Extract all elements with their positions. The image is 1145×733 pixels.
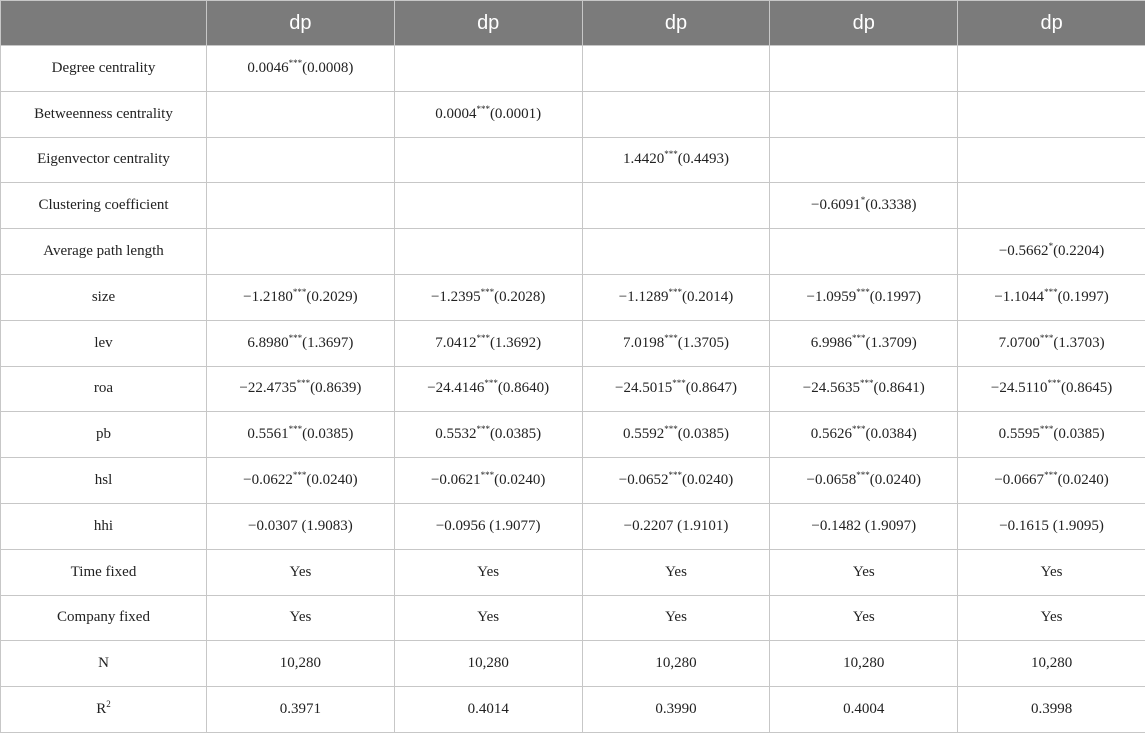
coefficient-value: −24.4146 — [427, 380, 484, 396]
coefficient-value: Yes — [853, 609, 875, 625]
coefficient-value: Yes — [289, 564, 311, 580]
table-row — [1, 366, 1145, 412]
table-cell — [770, 366, 958, 412]
table-cell — [770, 229, 958, 275]
table-cell — [582, 320, 770, 366]
table-row — [1, 412, 1145, 458]
table-cell — [394, 183, 582, 229]
table-cell — [394, 91, 582, 137]
table-row — [1, 229, 1145, 275]
table-cell — [958, 46, 1145, 92]
significance-stars: *** — [852, 424, 866, 434]
coefficient-value: Yes — [1041, 564, 1063, 580]
significance-stars: *** — [476, 333, 490, 343]
table-cell — [770, 549, 958, 595]
table-cell — [958, 137, 1145, 183]
significance-stars: *** — [1040, 424, 1054, 434]
standard-error: (1.9083) — [298, 518, 353, 534]
table-cell — [207, 46, 395, 92]
table-cell — [207, 366, 395, 412]
table-cell — [207, 229, 395, 275]
significance-stars: *** — [856, 287, 870, 297]
coefficient-value: 0.5592 — [623, 426, 664, 442]
standard-error: (0.0008) — [302, 60, 353, 76]
significance-stars: *** — [852, 333, 866, 343]
coefficient-value: Yes — [1041, 609, 1063, 625]
row-label — [1, 137, 207, 183]
table-cell — [958, 458, 1145, 504]
significance-stars: *** — [1044, 287, 1058, 297]
standard-error: (1.9097) — [861, 518, 916, 534]
row-label — [1, 229, 207, 275]
standard-error: (0.0240) — [494, 472, 545, 488]
table-cell — [394, 366, 582, 412]
coefficient-value: −1.1044 — [994, 289, 1044, 305]
table-cell — [582, 503, 770, 549]
header-cell-blank — [1, 1, 207, 46]
coefficient-value: −0.0667 — [994, 472, 1044, 488]
coefficient-value: 0.5626 — [811, 426, 852, 442]
significance-stars: * — [861, 195, 866, 205]
coefficient-value: Yes — [477, 564, 499, 580]
significance-stars: *** — [664, 333, 678, 343]
significance-stars: *** — [481, 287, 495, 297]
standard-error: (0.2029) — [306, 289, 357, 305]
table-cell — [770, 91, 958, 137]
table-cell — [207, 274, 395, 320]
table-cell — [582, 595, 770, 641]
table-cell — [207, 412, 395, 458]
coefficient-value: 0.4004 — [843, 701, 884, 717]
significance-stars: * — [1049, 241, 1054, 251]
row-label-text: Betweenness centrality — [34, 106, 173, 122]
table-cell — [394, 274, 582, 320]
row-label-text: Eigenvector centrality — [37, 151, 170, 167]
coefficient-value: −0.6091 — [811, 197, 861, 213]
significance-stars: *** — [297, 378, 311, 388]
table-cell — [207, 183, 395, 229]
significance-stars: *** — [664, 424, 678, 434]
significance-stars: *** — [289, 58, 303, 68]
table-cell — [394, 595, 582, 641]
coefficient-value: −1.2180 — [243, 289, 293, 305]
significance-stars: *** — [668, 287, 682, 297]
coefficient-value: 0.3990 — [655, 701, 696, 717]
coefficient-value: 0.5532 — [435, 426, 476, 442]
table-cell — [394, 549, 582, 595]
coefficient-value: 10,280 — [468, 655, 509, 671]
coefficient-value: 0.5595 — [999, 426, 1040, 442]
row-label — [1, 320, 207, 366]
standard-error: (0.2028) — [494, 289, 545, 305]
coefficient-value: −0.1482 — [811, 518, 861, 534]
standard-error: (0.2014) — [682, 289, 733, 305]
table-cell — [582, 137, 770, 183]
table-cell — [770, 503, 958, 549]
standard-error: (0.8645) — [1061, 380, 1112, 396]
standard-error: (1.9101) — [673, 518, 728, 534]
standard-error: (0.0240) — [870, 472, 921, 488]
table-cell — [394, 229, 582, 275]
table-cell — [582, 229, 770, 275]
coefficient-value: −0.0622 — [243, 472, 293, 488]
table-cell — [958, 366, 1145, 412]
row-label — [1, 183, 207, 229]
table-cell — [582, 366, 770, 412]
coefficient-value: Yes — [289, 609, 311, 625]
standard-error: (1.3705) — [678, 335, 729, 351]
table-row — [1, 320, 1145, 366]
row-label-text: roa — [94, 380, 113, 396]
table-row — [1, 549, 1145, 595]
table-cell — [207, 320, 395, 366]
table-row — [1, 595, 1145, 641]
coefficient-value: Yes — [853, 564, 875, 580]
header-cell-dp: dp — [207, 1, 395, 46]
row-label — [1, 91, 207, 137]
table-cell — [958, 595, 1145, 641]
table-cell — [958, 274, 1145, 320]
coefficient-value: −0.0658 — [807, 472, 857, 488]
table-cell — [394, 503, 582, 549]
table-body — [1, 46, 1145, 733]
header-cell-dp: dp — [582, 1, 770, 46]
table-cell — [770, 458, 958, 504]
coefficient-value: −24.5635 — [803, 380, 860, 396]
coefficient-value: −24.5015 — [615, 380, 672, 396]
row-label-text: hsl — [95, 472, 113, 488]
coefficient-value: 0.3998 — [1031, 701, 1072, 717]
table-cell — [394, 320, 582, 366]
table-cell — [958, 91, 1145, 137]
table-cell — [207, 137, 395, 183]
row-label-text: Average path length — [43, 243, 164, 259]
significance-stars: *** — [1044, 470, 1058, 480]
standard-error: (0.0240) — [1058, 472, 1109, 488]
row-label-text: N — [98, 655, 109, 671]
table-cell — [582, 46, 770, 92]
table-cell — [582, 458, 770, 504]
standard-error: (0.2204) — [1053, 243, 1104, 259]
standard-error: (0.8639) — [310, 380, 361, 396]
row-label — [1, 412, 207, 458]
coefficient-value: −0.5662 — [999, 243, 1049, 259]
row-label — [1, 503, 207, 549]
row-label — [1, 458, 207, 504]
coefficient-value: Yes — [477, 609, 499, 625]
table-row — [1, 641, 1145, 687]
table-cell — [770, 183, 958, 229]
significance-stars: *** — [293, 287, 307, 297]
coefficient-value: −1.2395 — [431, 289, 481, 305]
significance-stars: *** — [856, 470, 870, 480]
row-label — [1, 595, 207, 641]
table-cell — [958, 412, 1145, 458]
table-cell — [207, 503, 395, 549]
coefficient-value: Yes — [665, 564, 687, 580]
row-label — [1, 641, 207, 687]
table-row — [1, 687, 1145, 733]
standard-error: (0.8647) — [686, 380, 737, 396]
header-row — [1, 1, 1145, 46]
coefficient-value: 0.5561 — [247, 426, 288, 442]
coefficient-value: 0.0004 — [435, 106, 476, 122]
coefficient-value: −0.2207 — [624, 518, 674, 534]
table-row — [1, 137, 1145, 183]
header-cell-dp: dp — [394, 1, 582, 46]
header-cell-dp: dp — [770, 1, 958, 46]
table-cell — [207, 549, 395, 595]
table-cell — [958, 549, 1145, 595]
coefficient-value: 10,280 — [843, 655, 884, 671]
table-cell — [394, 412, 582, 458]
significance-stars: *** — [668, 470, 682, 480]
significance-stars: *** — [476, 424, 490, 434]
coefficient-value: 1.4420 — [623, 151, 664, 167]
table-row — [1, 183, 1145, 229]
table-cell — [582, 641, 770, 687]
standard-error: (1.3697) — [302, 335, 353, 351]
table-cell — [394, 458, 582, 504]
coefficient-value: −1.1289 — [619, 289, 669, 305]
table-row — [1, 458, 1145, 504]
standard-error: (0.0385) — [302, 426, 353, 442]
standard-error: (0.0240) — [306, 472, 357, 488]
significance-stars: *** — [1040, 333, 1054, 343]
row-label-text: Time fixed — [71, 564, 137, 580]
significance-stars: *** — [481, 470, 495, 480]
row-label-text: hhi — [94, 518, 113, 534]
coefficient-value: 0.4014 — [468, 701, 509, 717]
coefficient-value: 7.0412 — [435, 335, 476, 351]
coefficient-value: 0.0046 — [247, 60, 288, 76]
coefficient-value: −0.0652 — [619, 472, 669, 488]
coefficient-value: −0.0307 — [248, 518, 298, 534]
row-label-text: R — [96, 701, 106, 717]
standard-error: (0.3338) — [865, 197, 916, 213]
standard-error: (0.1997) — [870, 289, 921, 305]
significance-stars: *** — [484, 378, 498, 388]
table-cell — [582, 91, 770, 137]
table-cell — [207, 91, 395, 137]
table-cell — [770, 595, 958, 641]
coefficient-value: −1.0959 — [807, 289, 857, 305]
table-row — [1, 503, 1145, 549]
table-cell — [958, 320, 1145, 366]
row-label — [1, 366, 207, 412]
standard-error: (1.3703) — [1053, 335, 1104, 351]
table-cell — [958, 687, 1145, 733]
table-row — [1, 274, 1145, 320]
coefficient-value: 6.8980 — [247, 335, 288, 351]
row-label — [1, 687, 207, 733]
standard-error: (0.0385) — [678, 426, 729, 442]
table-cell — [770, 412, 958, 458]
table-cell — [958, 229, 1145, 275]
significance-stars: *** — [1048, 378, 1062, 388]
standard-error: (1.3692) — [490, 335, 541, 351]
table-cell — [770, 641, 958, 687]
significance-stars: *** — [293, 470, 307, 480]
coefficient-value: −0.0956 — [436, 518, 486, 534]
table-cell — [770, 320, 958, 366]
header-cell-dp: dp — [958, 1, 1145, 46]
coefficient-value: Yes — [665, 609, 687, 625]
table-cell — [207, 595, 395, 641]
significance-stars: *** — [672, 378, 686, 388]
coefficient-value: −22.4735 — [239, 380, 296, 396]
standard-error: (1.9095) — [1049, 518, 1104, 534]
standard-error: (0.0385) — [1053, 426, 1104, 442]
standard-error: (1.9077) — [486, 518, 541, 534]
table-cell — [582, 412, 770, 458]
standard-error: (0.8640) — [498, 380, 549, 396]
row-label-text: size — [92, 289, 115, 305]
table-cell — [958, 503, 1145, 549]
row-label-text: Clustering coefficient — [38, 197, 168, 213]
significance-stars: *** — [476, 104, 490, 114]
standard-error: (0.0001) — [490, 106, 541, 122]
table-row — [1, 46, 1145, 92]
standard-error: (0.1997) — [1058, 289, 1109, 305]
table-cell — [582, 549, 770, 595]
row-label — [1, 46, 207, 92]
row-label-superscript: 2 — [106, 699, 111, 709]
table-cell — [770, 137, 958, 183]
coefficient-value: 7.0198 — [623, 335, 664, 351]
table-cell — [394, 687, 582, 733]
table-cell — [770, 687, 958, 733]
coefficient-value: 0.3971 — [280, 701, 321, 717]
coefficient-value: −0.0621 — [431, 472, 481, 488]
table-cell — [394, 137, 582, 183]
row-label — [1, 274, 207, 320]
table-cell — [582, 183, 770, 229]
table-cell — [394, 46, 582, 92]
table-cell — [770, 274, 958, 320]
standard-error: (0.4493) — [678, 151, 729, 167]
table-cell — [958, 641, 1145, 687]
table-cell — [582, 274, 770, 320]
significance-stars: *** — [289, 424, 303, 434]
table-row — [1, 91, 1145, 137]
table-cell — [394, 641, 582, 687]
table-cell — [207, 641, 395, 687]
table-cell — [582, 687, 770, 733]
coefficient-value: 10,280 — [280, 655, 321, 671]
row-label-text: pb — [96, 426, 111, 442]
standard-error: (0.8641) — [874, 380, 925, 396]
coefficient-value: 7.0700 — [999, 335, 1040, 351]
significance-stars: *** — [289, 333, 303, 343]
coefficient-value: −0.1615 — [999, 518, 1049, 534]
coefficient-value: 10,280 — [1031, 655, 1072, 671]
standard-error: (0.0240) — [682, 472, 733, 488]
row-label-text: Degree centrality — [52, 60, 156, 76]
table-cell — [958, 183, 1145, 229]
coefficient-value: 6.9986 — [811, 335, 852, 351]
row-label — [1, 549, 207, 595]
standard-error: (1.3709) — [866, 335, 917, 351]
significance-stars: *** — [860, 378, 874, 388]
coefficient-value: −24.5110 — [991, 380, 1048, 396]
significance-stars: *** — [664, 149, 678, 159]
coefficient-value: 10,280 — [655, 655, 696, 671]
table-cell — [207, 687, 395, 733]
table-cell — [207, 458, 395, 504]
standard-error: (0.0384) — [866, 426, 917, 442]
table-cell — [770, 46, 958, 92]
standard-error: (0.0385) — [490, 426, 541, 442]
row-label-text: lev — [94, 335, 112, 351]
row-label-text: Company fixed — [57, 609, 150, 625]
